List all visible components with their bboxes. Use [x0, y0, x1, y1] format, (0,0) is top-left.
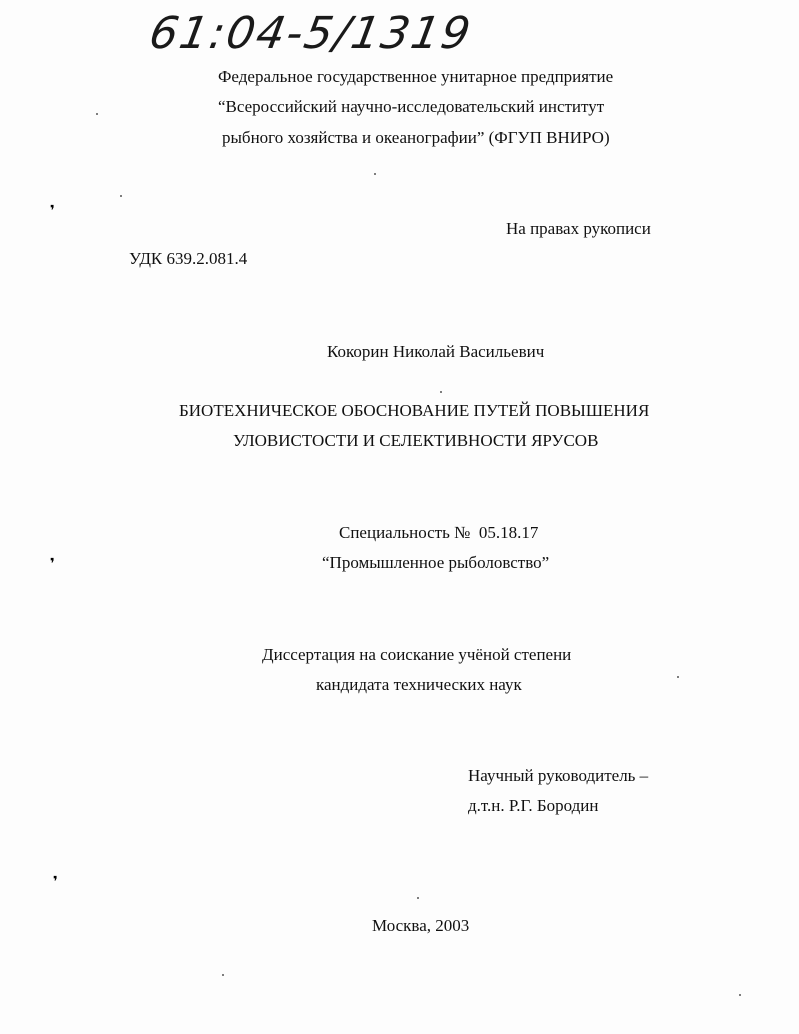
specialty-number: Специальность № 05.18.17 — [339, 523, 539, 542]
thesis-title-line-1: БИОТЕХНИЧЕСКОЕ ОБОСНОВАНИЕ ПУТЕЙ ПОВЫШЕНИЯ — [179, 401, 650, 420]
scan-speck — [417, 897, 419, 899]
organization-line-2: “Всероссийский научно-исследовательский институт — [218, 97, 605, 116]
scan-speck — [677, 676, 679, 678]
scan-speck — [440, 391, 442, 393]
binding-mark-icon: ❜ — [53, 874, 58, 890]
organization-line-3: рыбного хозяйства и океанографии” (ФГУП ВНИРО) — [222, 128, 610, 147]
specialty-name: “Промышленное рыболовство” — [322, 553, 550, 572]
udc-code: УДК 639.2.081.4 — [129, 249, 248, 268]
degree-line-1: Диссертация на соискание учёной степени — [262, 645, 572, 664]
scan-speck — [374, 173, 376, 175]
author-name: Кокорин Николай Васильевич — [327, 342, 545, 361]
degree-line-2: кандидата технических наук — [316, 675, 522, 694]
thesis-title-line-2: УЛОВИСТОСТИ И СЕЛЕКТИВНОСТИ ЯРУСОВ — [233, 431, 599, 450]
handwritten-catalog-number: 61:04-5/1319 — [145, 8, 476, 59]
binding-mark-icon: ❜ — [50, 556, 55, 572]
scan-speck — [120, 195, 122, 197]
scan-speck — [222, 974, 224, 976]
binding-mark-icon: ❜ — [50, 203, 55, 219]
scan-speck — [96, 113, 98, 115]
supervisor-label: Научный руководитель – — [468, 766, 649, 785]
scan-speck — [739, 994, 741, 996]
organization-line-1: Федеральное государственное унитарное предприятие — [218, 67, 614, 86]
supervisor-name: д.т.н. Р.Г. Бородин — [468, 796, 599, 815]
place-and-year: Москва, 2003 — [372, 916, 470, 935]
rights-note: На правах рукописи — [506, 219, 651, 238]
